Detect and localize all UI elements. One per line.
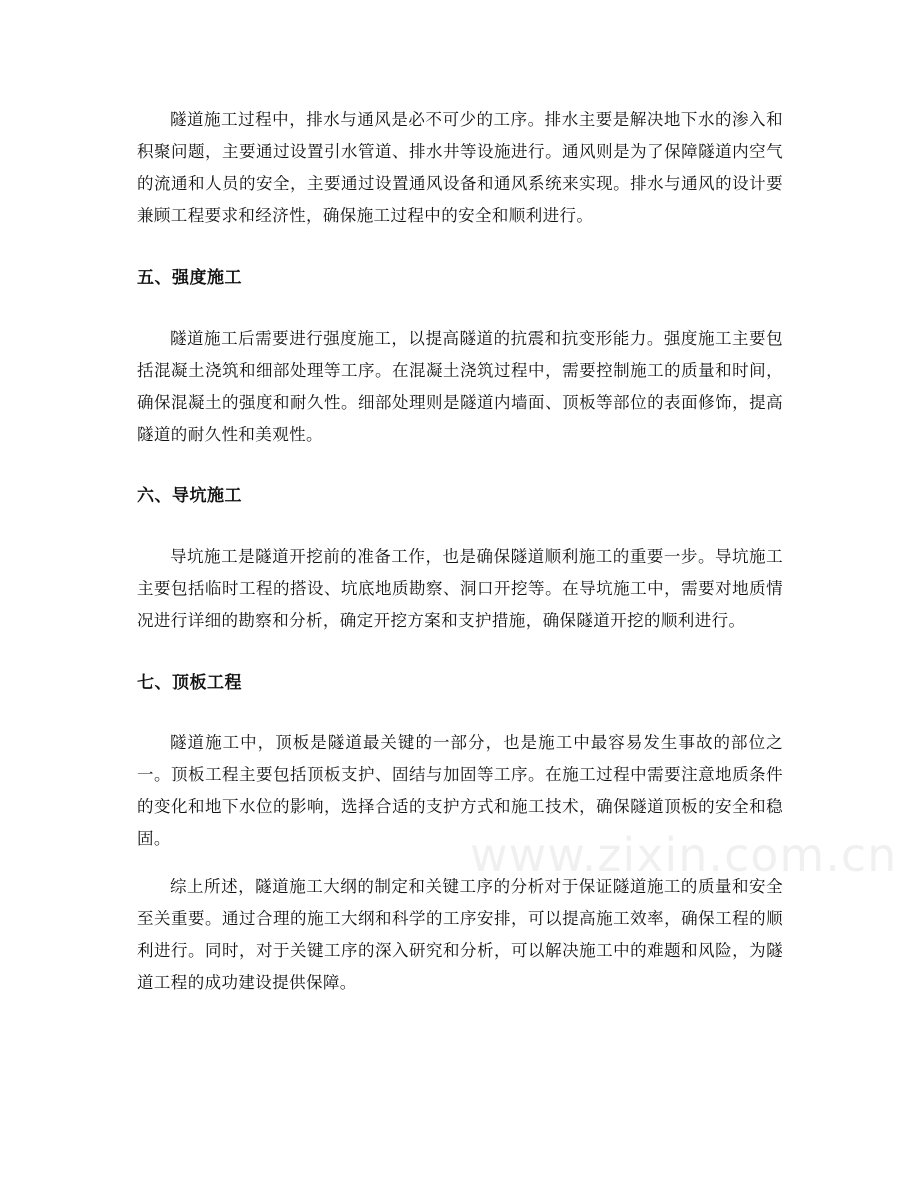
section-paragraph-roof-slab: 隧道施工中，顶板是隧道最关键的一部分，也是施工中最容易发生事故的部位之一。顶板工程主要包括顶板支护、固结与加固等工序。在施工过程中需要注意地质条件的变化和地下水位的影响，选择合适的支护方式和施工技术，确保隧道顶板的安全和稳固。: [137, 733, 783, 848]
intro-paragraph: 隧道施工过程中，排水与通风是必不可少的工序。排水主要是解决地下水的渗入和积聚问题，主要通过设置引水管道、排水井等设施进行。通风则是为了保障隧道内空气的流通和人员的安全，主要通过设置通风设备和通风系统来实现。排水与通风的设计要兼顾工程要求和经济性，确保施工过程中的安全和顺利进行。: [137, 110, 783, 225]
conclusion-paragraph: 综上所述，隧道施工大纲的制定和关键工序的分析对于保证隧道施工的质量和安全至关重要。通过合理的施工大纲和科学的工序安排，可以提高施工效率，确保工程的顺利进行。同时，对于关键工序的深入研究和分析，可以解决施工中的难题和风险，为隧道工程的成功建设提供保障。: [137, 877, 783, 992]
section-heading-strength: 五、强度施工: [137, 268, 242, 288]
section-heading-pilot-pit: 六、导坑施工: [137, 486, 242, 506]
document-body: [137, 104, 783, 999]
watermark: www.zixin.com.cn: [470, 828, 898, 882]
section-paragraph-pilot-pit: 导坑施工是隧道开挖前的准备工作，也是确保隧道顺利施工的重要一步。导坑施工主要包括临时工程的搭设、坑底地质勘察、洞口开挖等。在导坑施工中，需要对地质情况进行详细的勘察和分析，确定开挖方案和支护措施，确保隧道开挖的顺利进行。: [137, 547, 783, 630]
section-heading-roof-slab: 七、顶板工程: [137, 673, 242, 693]
section-paragraph-strength: 隧道施工后需要进行强度施工，以提高隧道的抗震和抗变形能力。强度施工主要包括混凝土浇筑和细部处理等工序。在混凝土浇筑过程中，需要控制施工的质量和时间，确保混凝土的强度和耐久性。细部处理则是隧道内墙面、顶板等部位的表面修饰，提高隧道的耐久性和美观性。: [137, 329, 783, 444]
